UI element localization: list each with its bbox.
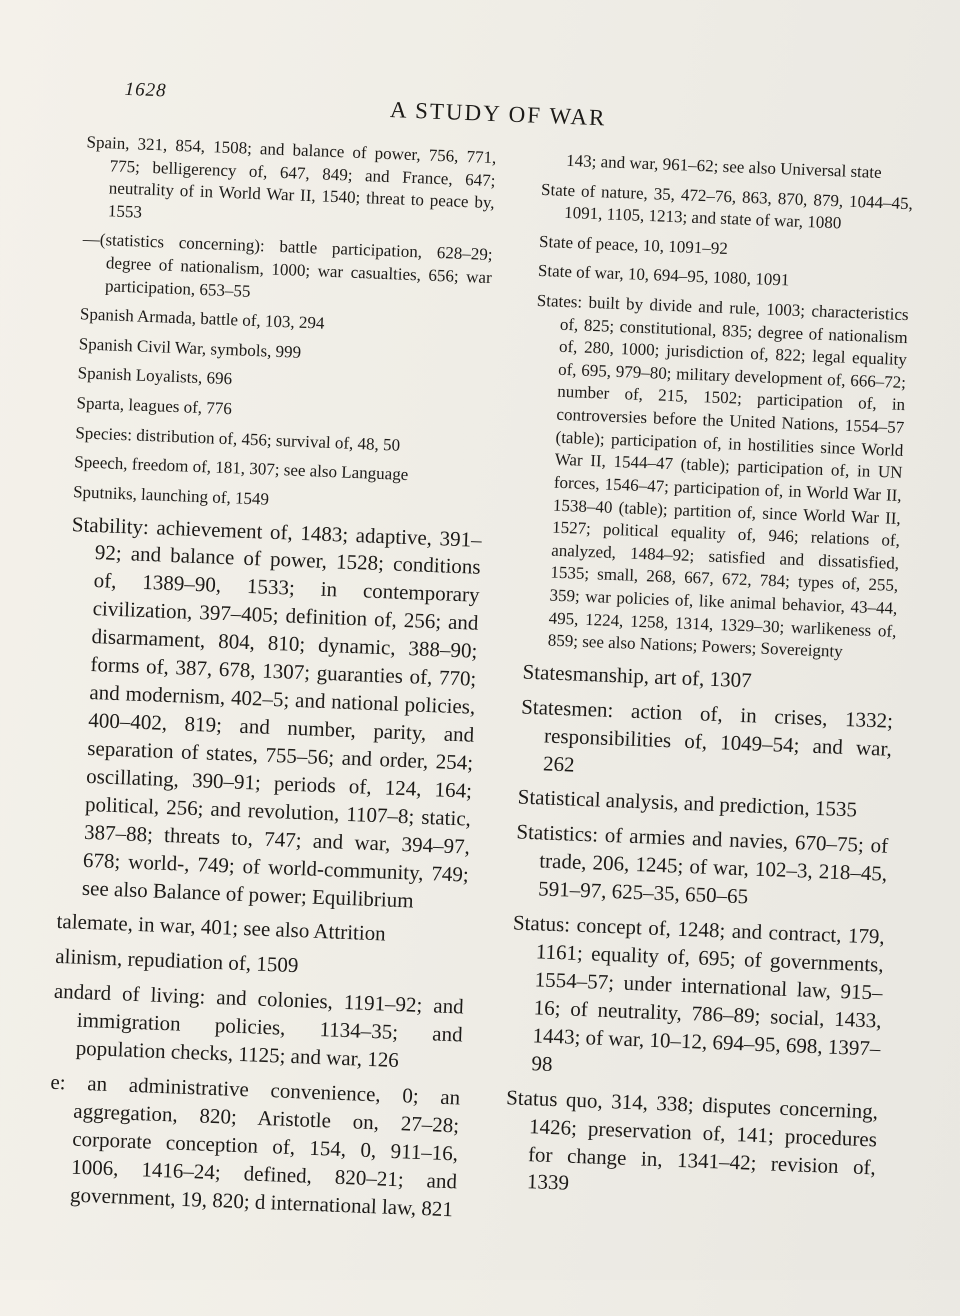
- index-entry-stability: Stability: achievement of, 1483; adaptive, 391–92; and balance of power, 1528; conditions of, 1389–90, 1533; in contemporary civilization, 397–405; definition of, 256; and disarmament, 804, 810; dynamic, 388–90; forms of, 387, 678, 1307; guaranties of, 770; and modernism, 402–5; and national policies, 400–402, 819; and number, parity, and separation of states, 755–56; and order, 254; oscillating, 390–91; periods of, 124, 164; political, 256; and revolution, 1107–8; static, 387–88; threats to, 747; and war, 394–97, 678; world-, 749; of world-community, 749; see also Balance of power; Equilibrium: [71, 511, 483, 913]
- index-entry-spanish-loyalists: Spanish Loyalists, 696: [77, 363, 233, 389]
- running-title: A STUDY OF WAR: [389, 97, 607, 131]
- index-entry-state-continued: 143; and war, 961–62; see also Universal state: [565, 150, 883, 182]
- index-entry-stalinism: alinism, repudiation of, 1509: [54, 944, 299, 978]
- index-entry-species: Species: distribution of, 456; survival of, 48, 50: [75, 422, 401, 455]
- index-entry-status-quo: Status quo, 314, 338; disputes concerning, 1426; preservation of, 141; procedures for change in, 1341–42; revision of, 1339: [505, 1084, 879, 1196]
- index-entry-statistical-analysis: Statistical analysis, and prediction, 1535: [517, 784, 858, 822]
- index-column-left: [45, 131, 496, 1231]
- page-number: 1628: [124, 78, 168, 102]
- index-entry-stalemate: talemate, in war, 401; see also Attrition: [56, 909, 387, 946]
- index-entry-sputniks: Sputniks, launching of, 1549: [72, 482, 270, 509]
- index-entry-states: States: built by divide and rule, 1003; characteristics of, 825; constitutional, 835; degree of nationalism of, 280, 1000; jurisdiction of, 822; legal equality of, 695, 979–80; military development of, 666–72; number of, 215, 1502; participation of, in controversies before the United Nations, 1554–57 (table); participation of, in hostilities since World War II, 1544–47 (table); participation of, in UN forces, 1546–47; participation of, in World War II, 1538–40 (table); partition of, since World War II, 1527; political equality of, 946; relations of, analyzed, 1484–92; satisfied and dissatisfied, 1535; small, 268, 667, 672, 784; types of, 255, 359; war policies of, like animal behavior, 43–44, 495, 1224, 1258, 1314, 1329–30; warlikeness of, 859; see also Nations; Powers; Sovereignty: [536, 290, 909, 662]
- index-entry-spain-statistics: —(statistics concerning): battle participation, 628–29; degree of nationalism, 1000; war casualties, 656; war participation, 653–55: [82, 229, 493, 301]
- index-entry-standard-of-living: andard of living: and colonies, 1191–92; and immigration policies, 1134–35; and population checks, 1125; and war, 126: [53, 979, 465, 1073]
- index-entry-statesmen: Statesmen: action of, in crises, 1332; responsibilities of, 1049–54; and war, 262: [520, 694, 894, 777]
- index-entry-state-of-peace: State of peace, 10, 1091–92: [538, 231, 729, 258]
- index-entry-statistics: Statistics: of armies and navies, 670–75; of trade, 206, 1245; of war, 102–3, 218–45, 591–97, 625–35, 650–65: [515, 819, 889, 909]
- index-entry-spain: Spain, 321, 854, 1508; and balance of power, 756, 771, 775; belligerency of, 647, 849; and France, 647; neutrality of in World War II, 1540; threat to peace by, 1553: [86, 132, 497, 222]
- index-column-right: [502, 149, 914, 1217]
- index-entry-spanish-armada: Spanish Armada, battle of, 103, 294: [79, 304, 325, 333]
- index-entry-state: e: an administrative convenience, 0; an aggregation, 820; Aristotle on, 27–28; corporate conception of, 154, 0, 911–16, 1006, 1416–24; defined, 820–21; and government, 19, 820; d international law, 821: [50, 1069, 461, 1222]
- index-entry-sparta: Sparta, leagues of, 776: [76, 393, 233, 419]
- index-entry-status: Status: concept of, 1248; and contract, 179, 1161; equality of, 695; of governments, 1554–57; under international law, 915–16; of neutrality, 786–89; social, 1433, 1443; of war, 10–12, 694–95, 698, 1397–98: [512, 910, 886, 1076]
- index-entry-state-of-nature: State of nature, 35, 472–76, 863, 870, 879, 1044–45, 1091, 1105, 1213; and state of war, 1080: [540, 179, 914, 233]
- index-entry-spanish-civil-war: Spanish Civil War, symbols, 999: [78, 334, 302, 362]
- index-entry-statesmanship: Statesmanship, art of, 1307: [522, 659, 753, 693]
- index-entry-speech: Speech, freedom of, 181, 307; see also Language: [73, 452, 409, 485]
- index-entry-state-of-war: State of war, 10, 694–95, 1080, 1091: [537, 261, 790, 290]
